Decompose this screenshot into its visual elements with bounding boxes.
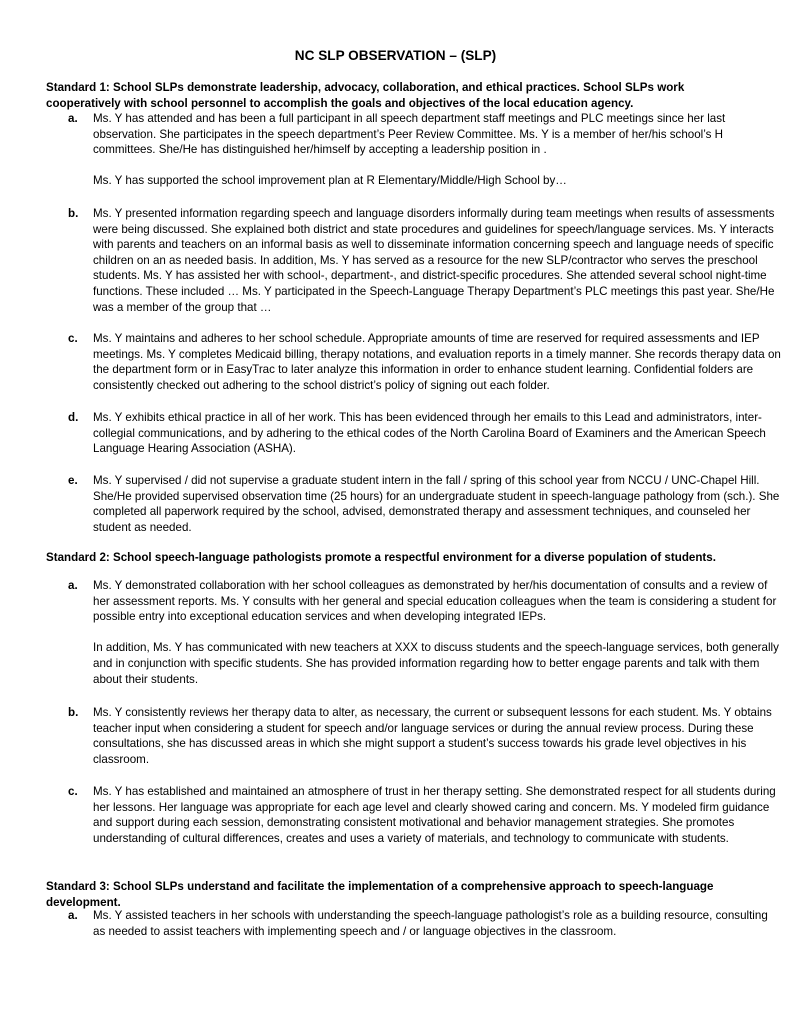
document-title: NC SLP OBSERVATION – (SLP) [294, 48, 497, 63]
item-letter: c. [68, 785, 78, 798]
item-paragraph: Ms. Y has supported the school improvement plan at R Elementary/Middle/High School by… [93, 174, 567, 188]
item-paragraph: Ms. Y assisted teachers in her schools with understanding the speech-language pathologist’s role as a building resource, consulting as needed to assist teachers with implementing speech and / or language objectives in the classroom. [93, 909, 768, 938]
item-paragraph: Ms. Y has established and maintained an atmosphere of trust in her therapy setting. She demonstrated respect for all students during her lessons. Her language was appropriate for each age level and clearly showed caring and concern. Ms. Y modeled firm guidance and support during each session, demonstrating consistent motivational and behavior management strategies. She promotes understanding of cultural differences, creates and uses a variety of materials, and technology to communicate with students. [93, 785, 776, 845]
item-letter: a. [68, 909, 78, 922]
item-letter: c. [68, 332, 78, 345]
standard-1-item-c [68, 331, 783, 393]
item-paragraph: Ms. Y presented information regarding speech and language disorders informally during team meetings when results of assessments were being discussed. She explained both district and state procedures and guidelines for speech/language services. Ms. Y interacts with parents and teachers on an informal basis as well to disseminate information concerning speech and language needs of specific children on an as needed basis. In addition, Ms. Y has served as a resource for the new SLP/contractor who serves the preschool students. Ms. Y has assisted her with school-, department-, and district-specific procedures. She attended several school night-time functions. These included … Ms. Y participated in the Speech-Language Therapy Department’s PLC meetings this past year. She/He was a member of the group that … [93, 207, 775, 314]
item-letter: b. [68, 706, 79, 719]
item-letter: a. [68, 579, 78, 592]
item-paragraph: Ms. Y consistently reviews her therapy data to alter, as necessary, the current or subsequent lessons for each student. Ms. Y obtains teacher input when considering a student for speech and/or language services or during the annual review process. During these consultations, she has discussed areas in which she might support a student’s success towards his grade level objectives in his classroom. [93, 706, 772, 766]
item-paragraph: Ms. Y supervised / did not supervise a graduate student intern in the fall / spring of this school year from NCCU / UNC-Chapel Hill. She/He provided supervised observation time (25 hours) for an undergraduate student in speech-language pathology from (sch.). She completed all paperwork required by the school, advised, demonstrated therapy and assessment techniques, and counseled her student as needed. [93, 474, 780, 534]
standard-1-item-d [68, 410, 783, 457]
standard-1-item-a [68, 111, 783, 189]
item-letter: e. [68, 474, 78, 487]
standard-2-heading: Standard 2: School speech-language pathologists promote a respectful environment for a diverse population of students. [46, 551, 716, 564]
standard-2-item-a [68, 578, 783, 687]
standard-1-heading: Standard 1: School SLPs demonstrate leadership, advocacy, collaboration, and ethical practices. School SLPs work cooperatively with school personnel to accomplish the goals and objectives of the local education agency. [46, 81, 685, 110]
item-paragraph: Ms. Y maintains and adheres to her school schedule. Appropriate amounts of time are reserved for required assessments and IEP meetings. Ms. Y completes Medicaid billing, therapy notations, and evaluation reports in a timely manner. She records therapy data on the department form or in EasyTrac to later analyze this information in order to enhance student learning. Confidential folders are consistently checked out adhering to the school district’s policy of signing out each folder. [93, 332, 781, 392]
standard-3-item-a [68, 908, 783, 939]
item-letter: b. [68, 207, 79, 220]
item-paragraph: Ms. Y demonstrated collaboration with her school colleagues as demonstrated by her/his documentation of consults and a review of her assessment reports. Ms. Y consults with her general and special education colleagues when the team is considering a student for possible entry into exceptional education services and when developing integrated IEPs. [93, 579, 777, 624]
standard-1-item-e [68, 473, 783, 535]
item-letter: d. [68, 411, 79, 424]
standard-1-item-b [68, 206, 783, 315]
standard-2-item-c [68, 784, 783, 846]
standard-3-heading: Standard 3: School SLPs understand and facilitate the implementation of a comprehensive approach to speech-language development. [46, 880, 714, 909]
item-letter: a. [68, 112, 78, 125]
item-paragraph: Ms. Y exhibits ethical practice in all of her work. This has been evidenced through her emails to this Lead and administrators, inter-collegial communications, and by adhering to the ethical codes of the North Carolina Board of Examiners and the American Speech Language Hearing Association (ASHA). [93, 411, 766, 456]
item-paragraph: Ms. Y has attended and has been a full participant in all speech department staff meetings and PLC meetings since her last observation. She participates in the speech department’s Peer Review Committee. Ms. Y is a member of her/his school’s H committees. She/He has distinguished her/himself by accepting a leadership position in . [93, 112, 726, 157]
item-paragraph: In addition, Ms. Y has communicated with new teachers at XXX to discuss students and the speech-language services, both generally and in conjunction with specific students. She has provided information regarding how to better engage parents and talk with them about their students. [93, 641, 779, 686]
standard-2-item-b [68, 705, 783, 767]
